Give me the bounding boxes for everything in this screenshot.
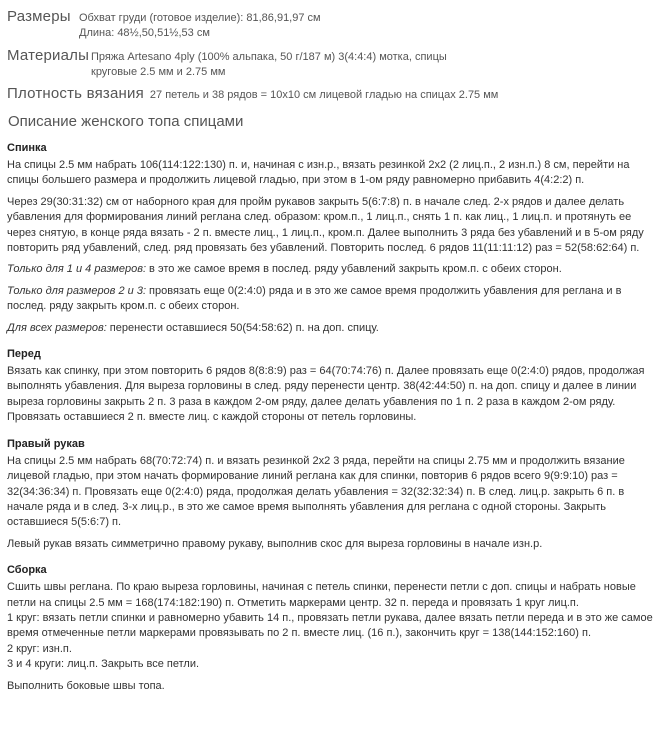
back-note-2-label: Только для размеров 2 и 3: <box>7 284 146 297</box>
back-note-2-text: провязать еще 0(2:4:0) ряда и в это же самое время продолжить убавления для реглана и в послед. ряду закрыть кром.п. с обеих сторон. <box>7 284 622 313</box>
front-section <box>7 348 660 426</box>
sizes-label: Размеры <box>7 8 71 25</box>
gauge-row <box>7 85 660 103</box>
sizes-values <box>79 11 321 41</box>
back-paragraph-5 <box>7 321 660 336</box>
assembly-round-2: 2 круг: изн.п. <box>7 642 72 655</box>
materials-yarn: Пряжа Artesano 4ply (100% альпака, 50 г/187 м) 3(4:4:4) мотка, спицы <box>91 51 447 63</box>
left-sleeve-paragraph: Левый рукав вязать симметрично правому рукаву, выполнив скос для выреза горловины в начале изн.р. <box>7 537 543 550</box>
back-paragraph-1: На спицы 2.5 мм набрать 106(114:122:130) п. и, начиная с изн.р., вязать резинкой 2х2 (2 лиц.п., 2 изн.п.) 8 см, перейти на спицы большего размера и продолжить лицевой гладью, при этом в 1-ом ряду равномерно прибавить 4(4:2:2) п. <box>7 159 630 187</box>
back-paragraph-4 <box>7 284 660 315</box>
back-note-3-label: Для всех размеров: <box>7 321 107 334</box>
materials-needles: круговые 2.5 мм и 2.75 мм <box>91 66 226 78</box>
front-heading: Перед <box>7 348 41 361</box>
assembly-section <box>7 564 660 694</box>
back-paragraph-3 <box>7 262 660 277</box>
assembly-round-1: 1 круг: вязать петли спинки и равномерно убавить 14 п., провязать петли рукава, далее вязать петли переда и в это же самое время отмеченные петли маркерами провязывать по 2 п. вместе лиц. (16 п.), закончить круг = 138(144:152:160) п. <box>7 611 653 640</box>
back-section <box>7 142 660 336</box>
back-note-1-label: Только для 1 и 4 размеров: <box>7 263 146 276</box>
front-paragraph-1: Вязать как спинку, при этом повторить 6 рядов 8(8:8:9) раз = 64(70:74:76) п. Далее провязать еще 0(2:4:0) рядов, продолжая выполнять убавления. Для выреза горловины в след. ряду перенести центр. 38(42:44:50) п. на доп. спицу и далее в линии выреза горловины закрыть 2 п. 3 раза в каждом 2-ом ряду, далее делать убавления по 1 п. 2 раза в каждом 2-ом ряду. Провязать оставшиеся 2 п. вместе лиц. с каждой стороны от петель горловины. <box>7 365 645 424</box>
page-title: Описание женского топа спицами <box>8 113 244 130</box>
materials-row <box>7 47 660 80</box>
sizes-length: Длина: 48½,50,51½,53 см <box>79 27 210 39</box>
sizes-chest: Обхват груди (готовое изделие): 81,86,91,97 см <box>79 12 321 24</box>
sizes-row <box>7 8 660 41</box>
back-note-1-text: в это же самое время в послед. ряду убавлений закрыть кром.п. с обеих сторон. <box>146 263 562 276</box>
gauge-value: 27 петель и 38 рядов = 10х10 см лицевой гладью на спицах 2.75 мм <box>149 89 499 101</box>
gauge-label: Плотность вязания <box>7 85 144 102</box>
right-sleeve-section <box>7 438 660 552</box>
assembly-rounds-3-4: 3 и 4 круги: лиц.п. Закрыть все петли. <box>7 658 200 671</box>
right-sleeve-heading: Правый рукав <box>7 437 85 450</box>
back-paragraph-2: Через 29(30:31:32) см от наборного края для пройм рукавов закрыть 5(6:7:8) п. в начале след. 2-х рядов и далее делать убавления для формирования линий реглана след. образом: кром.п., 1 лиц.п., снять 1 п. как лиц., 1 лиц.п. и протянуть ее через снятую, в конце ряда вязать - 2 п. вместе лиц., 1 лиц.п., кром.п. Далее выполнить 3 ряда без убавлений и в 5-ом ряду повторить ряд убавлений, след. ряд провязать без убавлений. Повторить послед. 6 рядов 11(11:11:12) раз = 52(58:62:64) п. <box>7 195 644 255</box>
materials-label: Материалы <box>7 47 90 64</box>
assembly-paragraph-1: Сшить швы реглана. По краю выреза горловины, начиная с петель спинки, перенести петли с доп. спицы и набрать новые петли на спицы 2.5 мм = 168(174:182:190) п. Отметить маркерами центр. 32 п. переда и провязать 1 круг лиц.п. <box>7 581 636 609</box>
assembly-final: Выполнить боковые швы топа. <box>7 679 165 692</box>
materials-values <box>91 50 447 80</box>
right-sleeve-paragraph-1: На спицы 2.5 мм набрать 68(70:72:74) п. и вязать резинкой 2х2 3 ряда, перейти на спицы 2.75 мм и продолжить вязание лицевой гладью, при этом начать формирование линий реглана как для спинки, повторив 6 рядов всего 9(9:9:10) раз = 32(34:36:34) п. Провязать еще 0(2:4:0) ряда, продолжая делать убавления = 32(32:32:34) п. В след. лиц.р. закрыть 6 п. в начале ряда и в след. 3-х лиц.р., в это же самое время выполнять убавления для реглана с одной стороны. Закрыть оставшиеся 5(5:6:7) п. <box>7 454 625 529</box>
back-heading: Спинка <box>7 142 47 154</box>
back-note-3-text: перенести оставшиеся 50(54:58:62) п. на доп. спицу. <box>106 321 379 334</box>
assembly-heading: Сборка <box>7 564 47 577</box>
